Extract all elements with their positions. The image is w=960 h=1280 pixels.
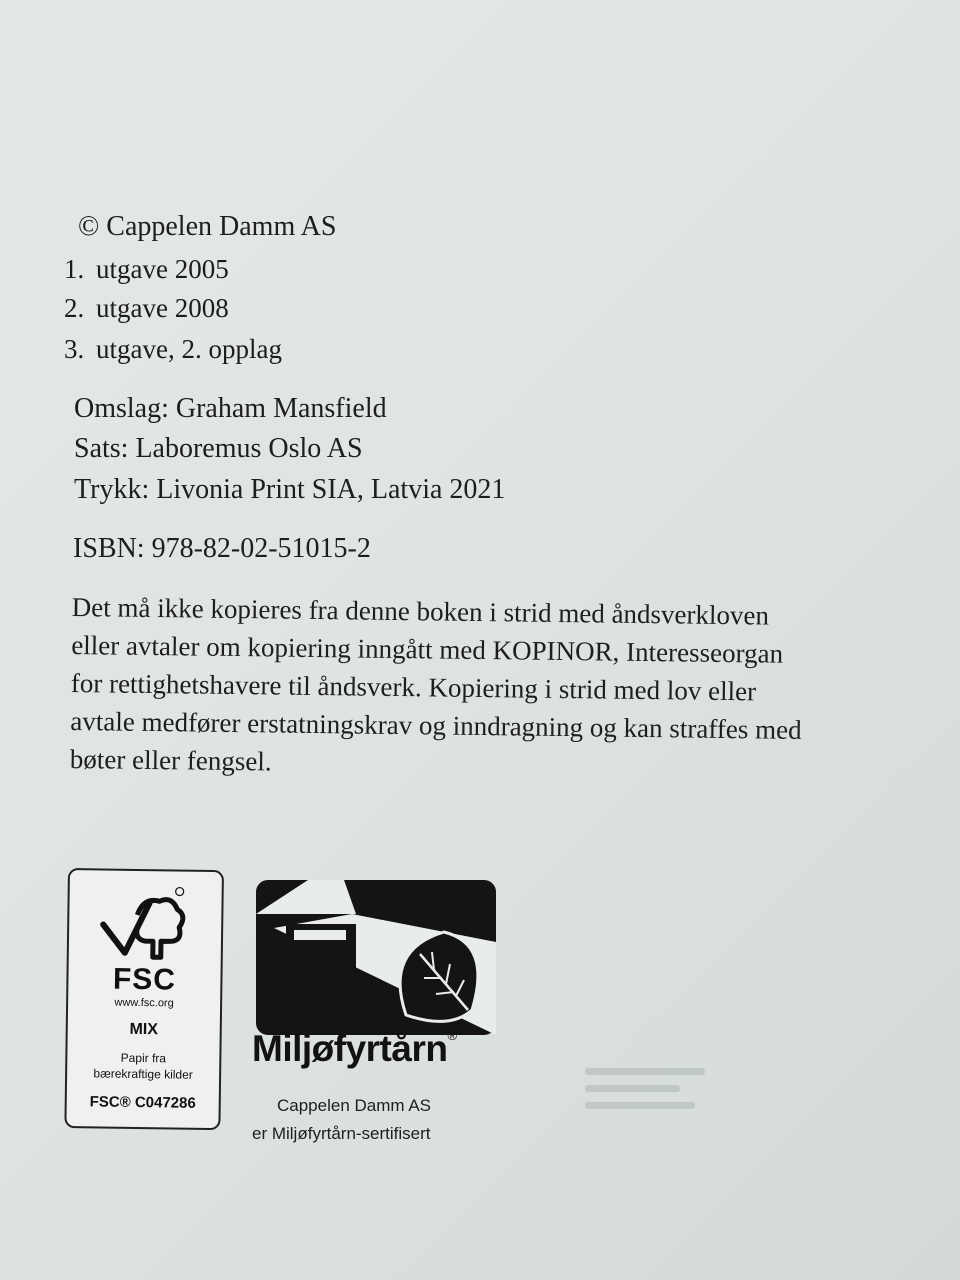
miljofyrtarn-brand: Miljøfyrtårn	[252, 1028, 448, 1069]
notice-line: avtale medfører erstatningskrav og inndragning og kan straffes med	[70, 705, 802, 745]
edition-line-3	[64, 334, 282, 365]
certificate-line-1: Cappelen Damm AS	[277, 1096, 432, 1115]
copyright-line: © Cappelen Damm AS	[78, 211, 337, 242]
fsc-url: www.fsc.org	[114, 996, 174, 1010]
typesetting-credit: Sats: Laboremus Oslo AS	[74, 433, 363, 464]
miljofyrtarn-wordmark	[252, 1028, 457, 1070]
lighthouse-leaf-icon	[256, 880, 496, 1035]
registered-mark: ®	[447, 1028, 457, 1043]
edition-text: utgave 2008	[96, 293, 229, 323]
show-through-text	[585, 1058, 715, 1119]
notice-line: eller avtaler om kopiering inngått med KOPINOR, Interesseorgan	[71, 629, 784, 669]
edition-text: utgave, 2. opplag	[96, 334, 282, 364]
isbn: ISBN: 978-82-02-51015-2	[73, 533, 371, 564]
fsc-code: FSC® C047286	[89, 1093, 196, 1112]
fsc-label	[64, 868, 224, 1130]
notice-line: for rettighetshavere til åndsverk. Kopiering i strid med lov eller	[70, 667, 757, 707]
edition-line-2	[64, 293, 229, 324]
fsc-line-1: Papir fra	[120, 1050, 167, 1066]
fsc-line-2: bærekraftige kilder	[93, 1066, 193, 1082]
notice-line: bøter eller fengsel.	[69, 743, 272, 777]
edition-text: utgave 2005	[96, 254, 229, 284]
edition-number: 3.	[64, 334, 85, 364]
print-credit: Trykk: Livonia Print SIA, Latvia 2021	[74, 474, 506, 505]
copyright-notice	[70, 588, 912, 788]
notice-line: Det må ikke kopieres fra denne boken i strid med åndsverkloven	[71, 591, 770, 631]
edition-number: 2.	[64, 293, 85, 323]
certificate-line-2: er Miljøfyrtårn-sertifisert	[252, 1124, 431, 1143]
fsc-logo-text: FSC	[112, 962, 177, 997]
fsc-tree-checkmark-icon	[97, 884, 188, 965]
edition-number: 1.	[64, 254, 85, 284]
edition-line-1	[64, 254, 229, 285]
cover-credit: Omslag: Graham Mansfield	[74, 393, 387, 424]
fsc-mix: MIX	[129, 1020, 159, 1039]
